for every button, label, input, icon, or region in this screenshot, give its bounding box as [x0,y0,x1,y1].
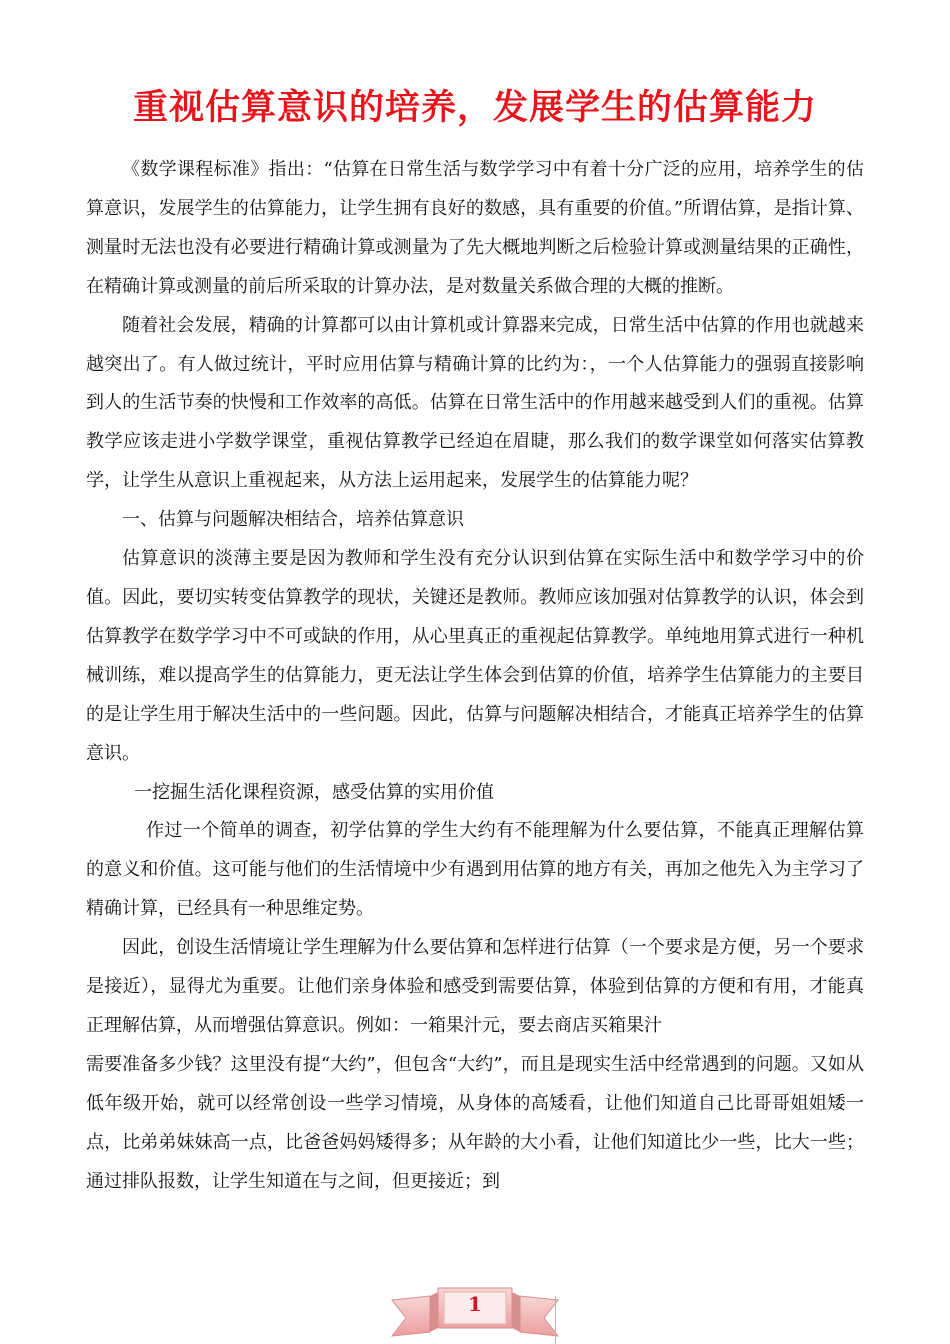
page-footer [390,1270,570,1344]
document-title: 重视估算意识的培养，发展学生的估算能力 [132,88,817,128]
paragraph: 随着社会发展，精确的计算都可以由计算机或计算器来完成，日常生活中估算的作用也就越来越突出了。有人做过统计，平时应用估算与精确计算的比约为：，一个人估算能力的强弱直接影响到人的生活节奏的快慢和工作效率的高低。估算在日常生活中的作用越来越受到人们的重视。估算教学应该走进小学数学课堂，重视估算教学已经迫在眉睫，那么我们的数学课堂如何落实估算教学，让学生从意识上重视起来，从方法上运用起来，发展学生的估算能力呢？ [86,314,864,492]
paragraph: 估算意识的淡薄主要是因为教师和学生没有充分认识到估算在实际生活中和数学学习中的价值。因此，要切实转变估算教学的现状，关键还是教师。教师应该加强对估算教学的认识，体会到估算教学在数学学习中不可或缺的作用，从心里真正的重视起估算教学。单纯地用算式进行一种机械训练，难以提高学生的估算能力，更无法让学生体会到估算的价值，培养学生估算能力的主要目的是让学生用于解决生活中的一些问题。因此，估算与问题解决相结合，才能真正培养学生的估算意识。 [86,548,864,764]
subsection-heading: 一挖掘生活化课程资源，感受估算的实用价值 [134,781,494,803]
paragraph: 作过一个简单的调查，初学估算的学生大约有不能理解为什么要估算，不能真正理解估算的意义和价值。这可能与他们的生活情境中少有遇到用估算的地方有关，再加之他先入为主学习了精确计算，已经具有一种思维定势。 [86,820,864,920]
paragraph: 因此，创设生活情境让学生理解为什么要估算和怎样进行估算（一个要求是方便，另一个要求是接近），显得尤为重要。让他们亲身体验和感受到需要估算，体验到估算的方便和有用，才能真正理解估算，从而增强估算意识。例如：一箱果汁元，要去商店买箱果汁 [86,937,864,1036]
paragraph-continuation: 需要准备多少钱？这里没有提“大约”，但包含“大约”，而且是现实生活中经常遇到的问题。又如从低年级开始，就可以经常创设一些学习情境，从身体的高矮看，让他们知道自己比哥哥姐姐矮一点，比弟弟妹妹高一点，比爸爸妈妈矮得多；从年龄的大小看，让他们知道比少一些，比大一些；通过排队报数，让学生知道在与之间，但更接近；到 [86,1053,864,1192]
document-body [86,151,864,1201]
footer-divider [555,1296,556,1344]
section-heading: 一、估算与问题解决相结合，培养估算意识 [122,509,464,531]
paragraph: 《数学课程标准》指出：“估算在日常生活与数学学习中有着十分广泛的应用，培养学生的估算意识，发展学生的估算能力，让学生拥有良好的数感，具有重要的价值。”所谓估算，是指计算、测量时无法也没有必要进行精确计算或测量为了先大概地判断之后检验计算或测量结果的正确性，在精确计算或测量的前后所采取的计算办法，是对数量关系做合理的大概的推断。 [86,159,864,297]
page-number: 1 [468,1292,482,1316]
